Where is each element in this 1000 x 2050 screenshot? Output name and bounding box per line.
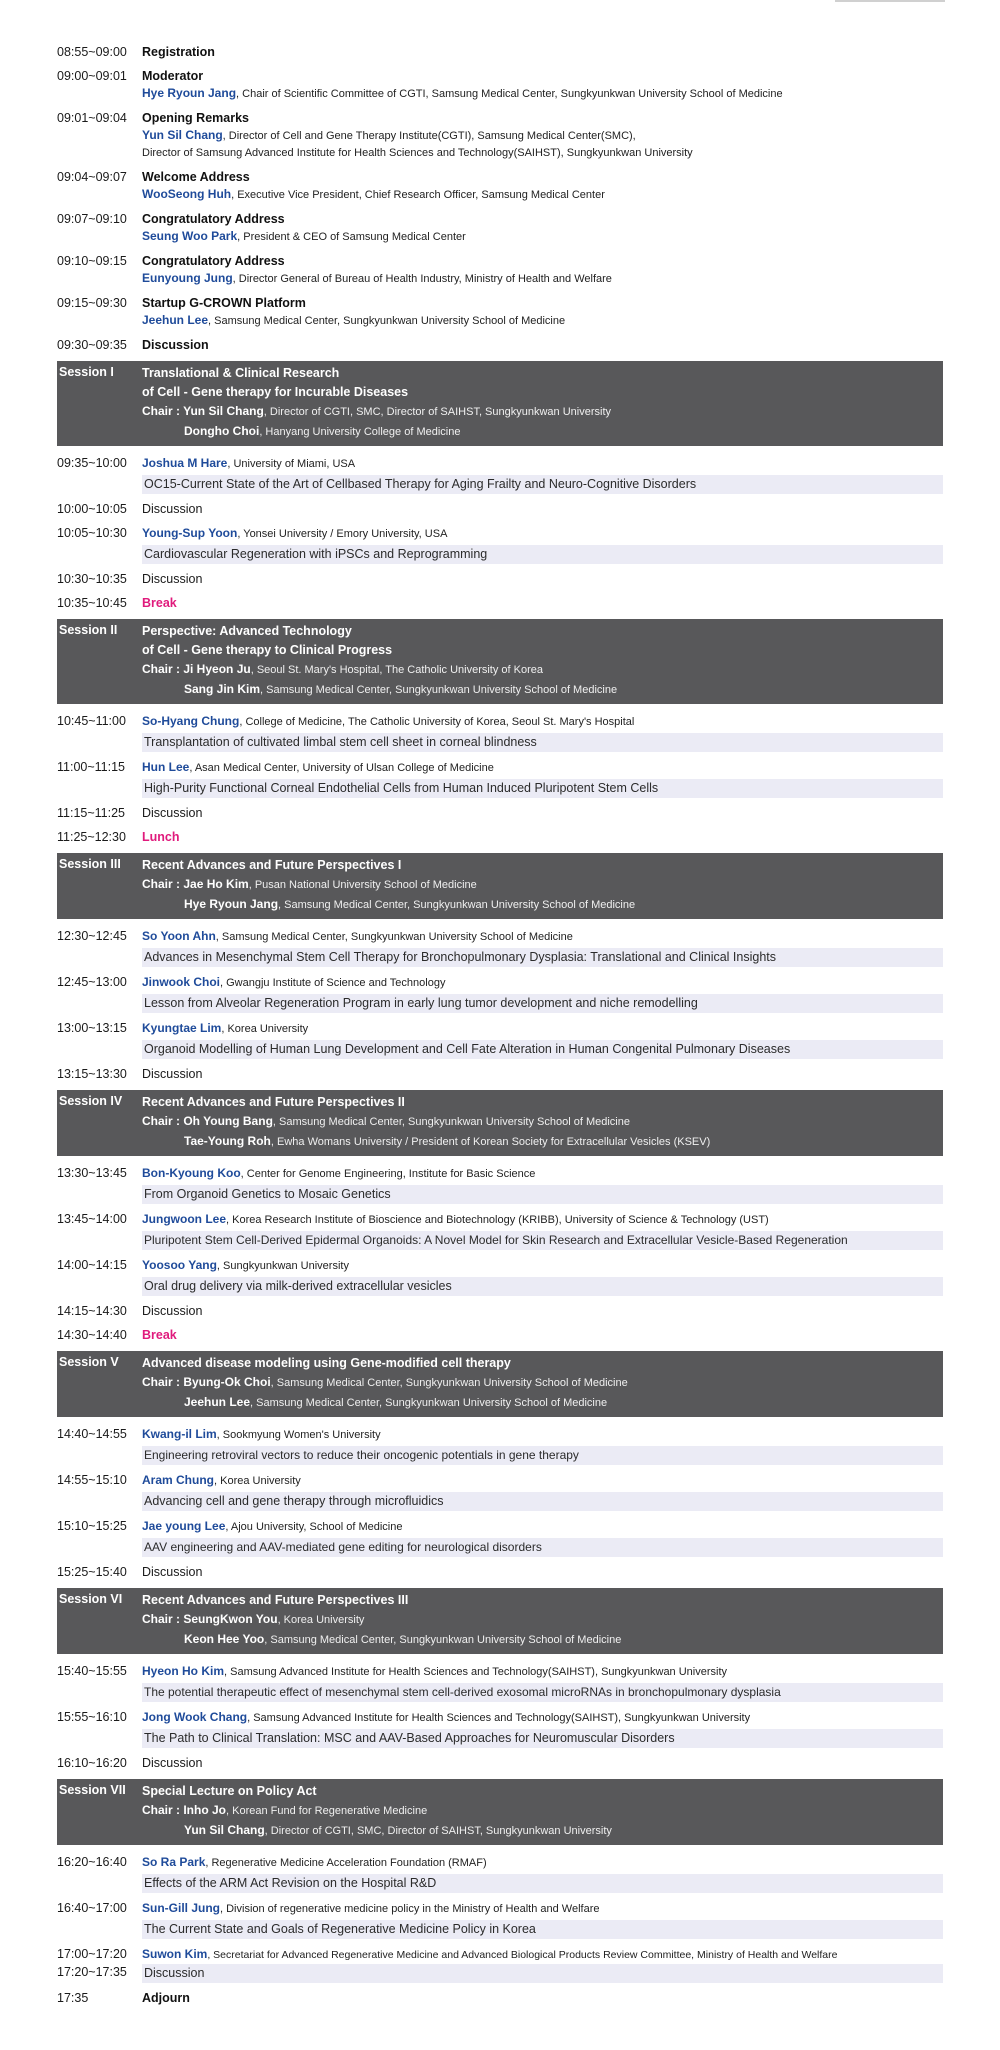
session-title-line2: of Cell - Gene therapy for Incurable Diseases [142,385,409,399]
speaker-affiliation: , Samsung Medical Center, Sungkyunkwan University School of Medicine [208,315,566,327]
session-label: Session VI [59,1592,123,1606]
talk-title: Transplantation of cultivated limbal stem cell sheet in corneal blindness [142,733,943,752]
time-slot: 10:45~11:00 [57,714,126,728]
schedule-row [57,169,943,204]
talk-title: Advances in Mesenchymal Stem Cell Therapy for Bronchopulmonary Dysplasia: Translational and Clinical Insights [142,948,943,967]
time-slot: 08:55~09:00 [57,45,127,59]
chair-label: Chair : [142,1114,184,1128]
time-slot: 15:40~15:55 [57,1664,127,1678]
schedule-row [57,1426,943,1465]
speaker-affiliation: , Sookmyung Women's University [216,1429,381,1441]
speaker-name: So Ra Park [142,1855,206,1869]
chair-affiliation: , Samsung Medical Center, Sungkyunkwan University School of Medicine [272,1116,630,1128]
time-slot: 11:25~12:30 [57,830,126,844]
talk-title: Oral drug delivery via milk-derived extracellular vesicles [142,1277,943,1296]
schedule-row [57,1755,943,1772]
schedule-row [57,1964,943,1983]
speaker-name: Jinwook Choi [142,975,220,989]
chair-affiliation: , Seoul St. Mary's Hospital, The Catholic University of Korea [250,664,543,676]
chair-affiliation: , Hanyang University College of Medicine [259,426,461,438]
chair-affiliation: , Ewha Womans University / President of Korean Society for Extracellular Vesicles (KSEV) [270,1136,711,1148]
time-slot: 13:30~13:45 [57,1166,127,1180]
speaker-affiliation: , Asan Medical Center, University of Ulsan College of Medicine [189,762,494,774]
chair-name: Yun Sil Chang [184,1823,265,1837]
time-slot: 09:30~09:35 [57,338,127,352]
talk-title: Organoid Modelling of Human Lung Development and Cell Fate Alteration in Human Congenital Pulmonary Diseases [142,1040,943,1059]
time-slot: 17:00~17:20 [57,1947,127,1961]
item-title: Congratulatory Address [142,254,285,268]
speaker-affiliation: , Executive Vice President, Chief Research Officer, Samsung Medical Center [231,189,605,201]
speaker-affiliation: , Ajou University, School of Medicine [225,1521,403,1533]
schedule-row [57,253,943,288]
time-slot: 10:00~10:05 [57,502,127,516]
chair-name: Jeehun Lee [184,1395,251,1409]
session-header-6 [57,1588,943,1654]
item-title: Welcome Address [142,170,250,184]
chair-name: Byung-Ok Choi [183,1375,271,1389]
time-slot: 16:20~16:40 [57,1855,127,1869]
schedule-row [57,1303,943,1320]
time-slot: 13:45~14:00 [57,1212,127,1226]
chair-name: Tae-Young Roh [184,1134,271,1148]
session-header-7 [57,1779,943,1845]
chair-name: Dongho Choi [184,424,260,438]
chair-name: Sang Jin Kim [184,682,261,696]
time-slot: 15:55~16:10 [57,1710,127,1724]
time-slot: 14:15~14:30 [57,1304,127,1318]
time-slot: 15:10~15:25 [57,1519,127,1533]
schedule-row [57,1854,943,1893]
speaker-name: Eunyoung Jung [142,271,233,285]
chair-name: SeungKwon You [183,1612,278,1626]
speaker-affiliation: , Director of Cell and Gene Therapy Institute(CGTI), Samsung Medical Center(SMC), [222,130,636,142]
schedule-row [57,1066,943,1083]
time-slot: 10:30~10:35 [57,572,127,586]
chair-affiliation: , Samsung Medical Center, Sungkyunkwan University School of Medicine [250,1397,608,1409]
schedule-row [57,805,943,822]
speaker-name: Joshua M Hare [142,456,228,470]
speaker-name: So Yoon Ahn [142,929,216,943]
session-title: Translational & Clinical Research [142,366,340,380]
chair-name: Inho Jo [183,1803,227,1817]
time-slot: 13:15~13:30 [57,1067,127,1081]
speaker-name: Hyeon Ho Kim [142,1664,225,1678]
talk-title: OC15-Current State of the Art of Cellbased Therapy for Aging Frailty and Neuro-Cognitive Disorders [142,475,943,494]
speaker-affiliation: , Sungkyunkwan University [216,1260,349,1272]
chair-label: Chair : [142,662,184,676]
discussion-label: Discussion [142,1565,203,1579]
talk-title: AAV engineering and AAV-mediated gene editing for neurological disorders [142,1538,943,1557]
break-label: Break [142,596,177,610]
time-slot: 09:10~09:15 [57,254,127,268]
speaker-affiliation-line2: Director of Samsung Advanced Institute for Health Sciences and Technology(SAIHST), Sungkyunkwan University [142,147,693,159]
talk-title: The Current State and Goals of Regenerative Medicine Policy in Korea [142,1920,943,1939]
speaker-name: WooSeong Huh [142,187,232,201]
speaker-name: Jae young Lee [142,1519,226,1533]
item-title: Registration [142,45,215,59]
time-slot: 14:55~15:10 [57,1473,127,1487]
time-slot: 10:35~10:45 [57,596,127,610]
chair-affiliation: , Director of CGTI, SMC, Director of SAIHST, Sungkyunkwan University [264,1825,612,1837]
time-slot: 11:15~11:25 [57,806,126,820]
speaker-name: Jeehun Lee [142,313,209,327]
time-slot: 17:20~17:35 [57,1965,127,1979]
schedule-row [57,595,943,612]
schedule-row [57,211,943,246]
speaker-name: Suwon Kim [142,1947,208,1961]
schedule-row [57,1709,943,1748]
time-slot: 14:30~14:40 [57,1328,127,1342]
time-slot: 14:00~14:15 [57,1258,127,1272]
speaker-name: Hun Lee [142,760,190,774]
schedule-row [57,759,943,798]
time-slot: 14:40~14:55 [57,1427,127,1441]
schedule-row [57,1165,943,1204]
schedule-row [57,44,943,61]
schedule-row [57,1020,943,1059]
schedule-row [57,571,943,588]
speaker-affiliation: , Center for Genome Engineering, Institute for Basic Science [240,1168,536,1180]
speaker-affiliation: , Secretariat for Advanced Regenerative Medicine and Advanced Biological Products Review Committee, Ministry of Health and Welfare [207,1949,838,1961]
talk-title: From Organoid Genetics to Mosaic Genetics [142,1185,943,1204]
adjourn-label: Adjourn [142,1991,190,2005]
schedule-row [57,1472,943,1511]
speaker-name: So-Hyang Chung [142,714,240,728]
break-label: Break [142,1328,177,1342]
speaker-name: Aram Chung [142,1473,214,1487]
schedule-row [57,337,943,354]
schedule-row [57,1564,943,1581]
speaker-name: Jong Wook Chang [142,1710,248,1724]
talk-title: The Path to Clinical Translation: MSC and AAV-Based Approaches for Neuromuscular Disorders [142,1729,943,1748]
chair-label: Chair : [142,1375,184,1389]
speaker-affiliation: , Korea University [214,1475,301,1487]
schedule-row [57,1990,943,2007]
item-title: Startup G-CROWN Platform [142,296,306,310]
speaker-name: Kyungtae Lim [142,1021,222,1035]
time-slot: 09:35~10:00 [57,456,127,470]
speaker-name: Young-Sup Yoon [142,526,238,540]
session-label: Session V [59,1355,119,1369]
schedule-row [57,1327,943,1344]
schedule-row [57,1518,943,1557]
session-title: Recent Advances and Future Perspectives III [142,1593,409,1607]
speaker-affiliation: , Gwangju Institute of Science and Technology [220,977,446,989]
session-title: Special Lecture on Policy Act [142,1784,317,1798]
discussion-label: Discussion [142,1964,943,1983]
talk-title: Pluripotent Stem Cell-Derived Epidermal Organoids: A Novel Model for Skin Research and Extracellular Vesicle-Based Regeneration [142,1231,943,1250]
time-slot: 13:00~13:15 [57,1021,127,1035]
talk-title: Engineering retroviral vectors to reduce their oncogenic potentials in gene therapy [142,1446,943,1465]
chair-label: Chair : [142,1612,184,1626]
chair-name: Keon Hee Yoo [184,1632,265,1646]
talk-title: Effects of the ARM Act Revision on the Hospital R&D [142,1874,943,1893]
schedule-row [57,713,943,752]
session-label: Session I [59,365,114,379]
session-label: Session VII [59,1783,126,1797]
speaker-affiliation: , Director General of Bureau of Health Industry, Ministry of Health and Welfare [232,273,612,285]
schedule-row [57,1257,943,1296]
discussion-label: Discussion [142,1067,203,1081]
speaker-name: Yun Sil Chang [142,128,223,142]
time-slot: 09:15~09:30 [57,296,127,310]
schedule-row [57,1211,943,1250]
schedule-row [57,1946,943,1964]
speaker-affiliation: , Regenerative Medicine Acceleration Foundation (RMAF) [205,1857,487,1869]
chair-name: Oh Young Bang [183,1114,273,1128]
schedule-row [57,110,943,162]
talk-title: Advancing cell and gene therapy through microfluidics [142,1492,943,1511]
speaker-affiliation: , Samsung Advanced Institute for Health Sciences and Technology(SAIHST), Sungkyunkwan University [224,1666,728,1678]
chair-affiliation: , Samsung Medical Center, Sungkyunkwan University School of Medicine [260,684,618,696]
chair-name: Yun Sil Chang [183,404,264,418]
talk-title: High-Purity Functional Corneal Endothelial Cells from Human Induced Pluripotent Stem Cells [142,779,943,798]
speaker-affiliation: , College of Medicine, The Catholic University of Korea, Seoul St. Mary's Hospital [239,716,635,728]
session-title: Advanced disease modeling using Gene-modified cell therapy [142,1356,511,1370]
chair-label: Chair : [142,404,184,418]
schedule-row [57,295,943,330]
chair-name: Ji Hyeon Ju [183,662,251,676]
speaker-name: Seung Woo Park [142,229,238,243]
talk-title: Lesson from Alveolar Regeneration Program in early lung tumor development and niche remodelling [142,994,943,1013]
time-slot: 09:01~09:04 [57,111,127,125]
chair-name: Jae Ho Kim [183,877,249,891]
schedule-row [57,829,943,846]
speaker-affiliation: , Yonsei University / Emory University, USA [237,528,448,540]
chair-label: Chair : [142,1803,184,1817]
time-slot: 16:10~16:20 [57,1756,127,1770]
time-slot: 17:35 [57,1991,89,2005]
speaker-affiliation: , Division of regenerative medicine policy in the Ministry of Health and Welfare [220,1903,600,1915]
schedule-row [57,974,943,1013]
chair-name: Hye Ryoun Jang [184,897,279,911]
speaker-name: Jungwoon Lee [142,1212,226,1226]
schedule-row [57,928,943,967]
session-title: Recent Advances and Future Perspectives II [142,1095,405,1109]
item-title: Congratulatory Address [142,212,285,226]
schedule-row [57,525,943,564]
discussion-label: Discussion [142,1304,203,1318]
speaker-affiliation: , Samsung Medical Center, Sungkyunkwan University School of Medicine [215,931,573,943]
discussion-label: Discussion [142,572,203,586]
discussion-label: Discussion [142,806,203,820]
time-slot: 09:07~09:10 [57,212,127,226]
speaker-affiliation: , Korea University [221,1023,309,1035]
item-title: Moderator [142,69,204,83]
speaker-affiliation: , Chair of Scientific Committee of CGTI, Samsung Medical Center, Sungkyunkwan University School of Medicine [236,88,783,100]
speaker-name: Sun-Gill Jung [142,1901,220,1915]
top-divider [835,0,945,2]
session-header-3 [57,853,943,919]
session-label: Session IV [59,1094,123,1108]
schedule-row [57,1900,943,1939]
speaker-affiliation: , Samsung Advanced Institute for Health Sciences and Technology(SAIHST), Sungkyunkwan University [247,1712,751,1724]
session-label: Session III [59,857,121,871]
speaker-affiliation: , Korea Research Institute of Bioscience and Biotechnology (KRIBB), University of Science & Technology (UST) [226,1214,769,1226]
time-slot: 11:00~11:15 [57,760,126,774]
session-header-1 [57,361,943,446]
chair-affiliation: , Korean Fund for Regenerative Medicine [226,1805,428,1817]
lunch-label: Lunch [142,830,180,844]
schedule-row [57,68,943,103]
session-title: Recent Advances and Future Perspectives I [142,858,402,872]
chair-affiliation: , Director of CGTI, SMC, Director of SAIHST, Sungkyunkwan University [263,406,612,418]
session-header-5 [57,1351,943,1417]
session-title: Perspective: Advanced Technology [142,624,352,638]
chair-affiliation: , Samsung Medical Center, Sungkyunkwan University School of Medicine [278,899,636,911]
speaker-name: Yoosoo Yang [142,1258,217,1272]
schedule-row [57,455,943,494]
discussion-label: Discussion [142,502,203,516]
session-label: Session II [59,623,118,637]
time-slot: 16:40~17:00 [57,1901,127,1915]
program-schedule [57,44,943,2014]
speaker-affiliation: , University of Miami, USA [227,458,356,470]
talk-title: Cardiovascular Regeneration with iPSCs and Reprogramming [142,545,943,564]
session-title-line2: of Cell - Gene therapy to Clinical Progress [142,643,393,657]
chair-label: Chair : [142,877,184,891]
schedule-row [57,1663,943,1702]
chair-affiliation: , Korea University [277,1614,365,1626]
speaker-name: Hye Ryoun Jang [142,86,237,100]
time-slot: 10:05~10:30 [57,526,127,540]
talk-title: The potential therapeutic effect of mesenchymal stem cell-derived exosomal microRNAs in bronchopulmonary dysplasia [142,1683,943,1702]
schedule-row [57,501,943,518]
item-title: Discussion [142,338,209,352]
speaker-name: Kwang-il Lim [142,1427,217,1441]
chair-affiliation: , Pusan National University School of Medicine [248,879,477,891]
time-slot: 12:30~12:45 [57,929,127,943]
time-slot: 09:00~09:01 [57,69,127,83]
chair-affiliation: , Samsung Medical Center, Sungkyunkwan University School of Medicine [264,1634,622,1646]
chair-affiliation: , Samsung Medical Center, Sungkyunkwan University School of Medicine [270,1377,628,1389]
speaker-affiliation: , President & CEO of Samsung Medical Center [237,231,466,243]
session-header-2 [57,619,943,704]
item-title: Opening Remarks [142,111,249,125]
time-slot: 12:45~13:00 [57,975,127,989]
speaker-name: Bon-Kyoung Koo [142,1166,241,1180]
discussion-label: Discussion [142,1756,203,1770]
time-slot: 09:04~09:07 [57,170,127,184]
time-slot: 15:25~15:40 [57,1565,127,1579]
session-header-4 [57,1090,943,1156]
